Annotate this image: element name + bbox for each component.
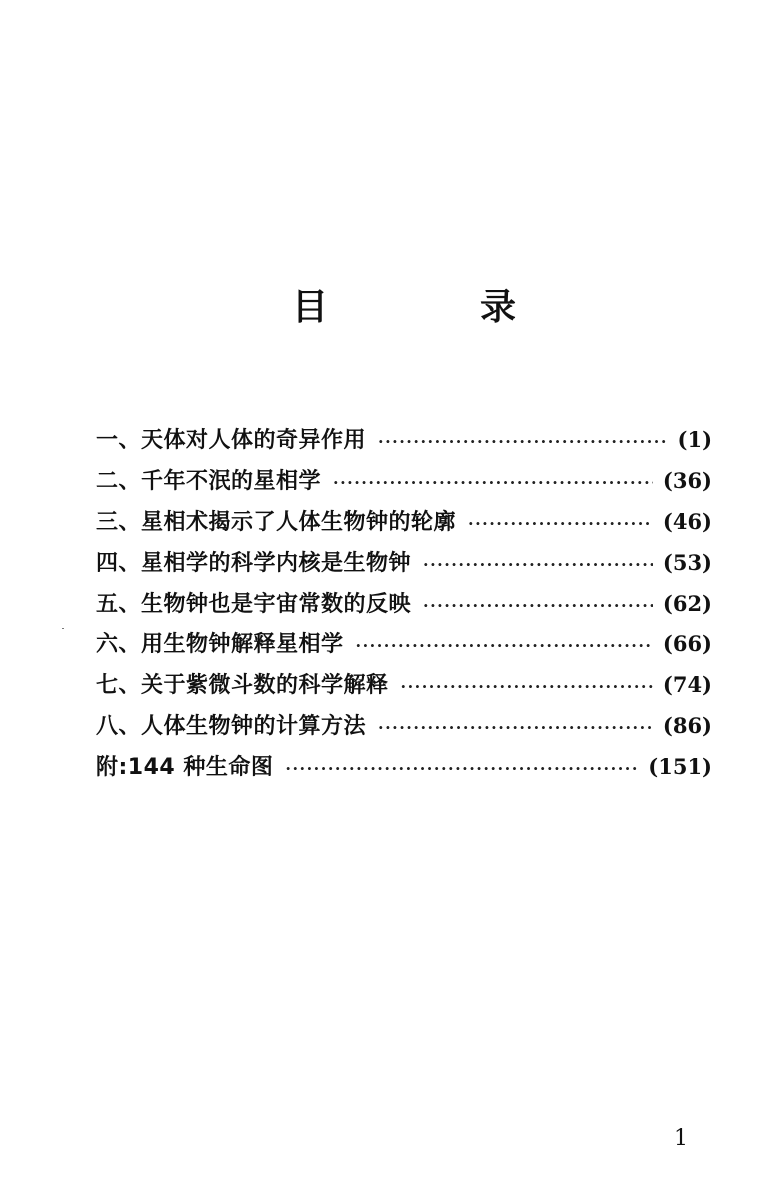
toc-dot-leader: [378, 708, 653, 748]
toc-dot-leader: [333, 463, 653, 503]
toc-entry-title: 一、天体对人体的奇异作用: [96, 428, 367, 453]
toc-entry-page: (53): [662, 549, 712, 575]
toc-entry: [96, 502, 712, 543]
toc-entry: [96, 624, 712, 665]
toc-entry-page: (66): [662, 631, 712, 657]
toc-entry-page: (46): [662, 508, 712, 534]
toc-dot-leader: [401, 667, 653, 707]
toc-dot-leader: [468, 504, 653, 544]
toc-entry-title: 八、人体生物钟的计算方法: [96, 714, 367, 740]
toc-entry-page: (62): [662, 590, 712, 616]
toc-entry-page: (86): [662, 713, 712, 739]
toc-entry-page: (151): [648, 754, 712, 780]
toc-dot-leader: [423, 545, 653, 585]
page-number: 1: [674, 1126, 688, 1151]
page-title: [0, 286, 773, 336]
toc-entry-page: (1): [677, 427, 712, 452]
title-char-1: 目: [292, 287, 329, 328]
toc-entry-title: 五、生物钟也是宇宙常数的反映: [96, 591, 412, 617]
toc-entry-title: 六、用生物钟解释星相学: [96, 632, 344, 658]
toc-entry-title: 七、关于紫微斗数的科学解释: [96, 673, 389, 699]
toc-dot-leader: [285, 749, 638, 789]
scan-speck: [62, 628, 64, 629]
toc-entry: [96, 665, 712, 706]
toc-entry-title: 三、星相术揭示了人体生物钟的轮廓: [96, 509, 457, 535]
title-char-2: 录: [480, 287, 517, 328]
toc-entry: [96, 543, 712, 584]
toc-dot-leader: [378, 422, 668, 462]
toc-entry: [96, 420, 712, 461]
toc-dot-leader: [356, 626, 653, 666]
toc-entry-title: 四、星相学的科学内核是生物钟: [96, 550, 412, 576]
toc-entry-page: (74): [662, 672, 712, 698]
toc-entry: [96, 747, 712, 788]
toc-entry-page: (36): [662, 467, 712, 493]
toc-entry: [96, 461, 712, 502]
toc-entry-title: 附:144 种生命图: [96, 755, 274, 781]
toc-entry: [96, 706, 712, 747]
toc-entry-title: 二、千年不泯的星相学: [96, 468, 322, 494]
toc-entry: [96, 584, 712, 625]
table-of-contents: [96, 420, 712, 788]
toc-dot-leader: [423, 586, 653, 626]
